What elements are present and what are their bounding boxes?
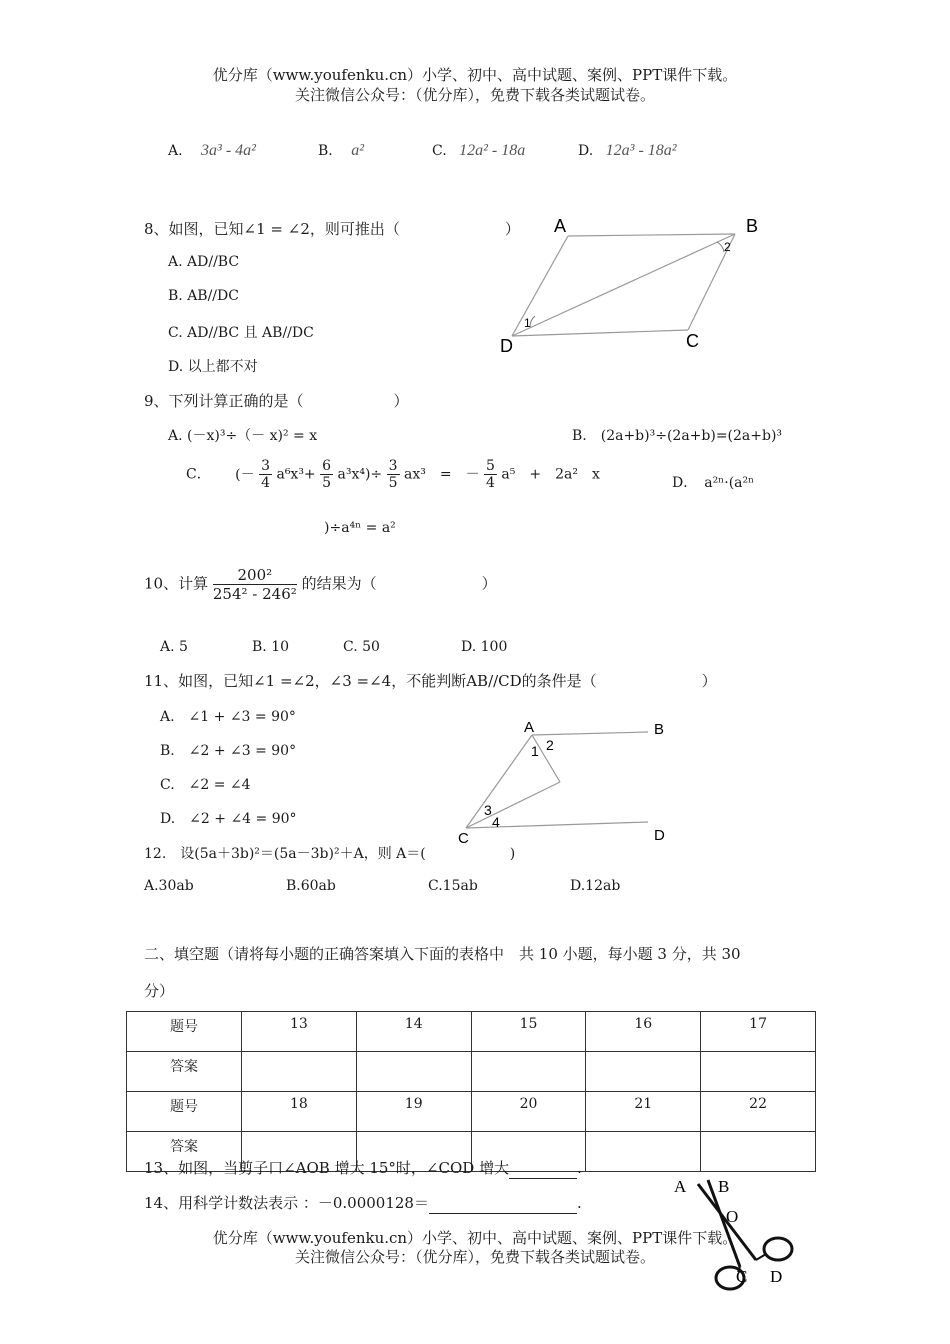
- q9-option-b: B. (2a+b)³÷(2a+b)=(2a+b)³: [572, 428, 783, 444]
- answer-cell[interactable]: [586, 1132, 701, 1172]
- q13: [144, 1157, 582, 1179]
- q9-c-frac3-num: 3: [388, 458, 398, 474]
- q14: [144, 1192, 582, 1214]
- table-cell: 17: [701, 1012, 816, 1052]
- q9-c-frac2-den: 5: [322, 475, 332, 491]
- q10-option-c: C. 50: [343, 639, 380, 655]
- table-cell: 13: [242, 1012, 357, 1052]
- table-row: [127, 1092, 816, 1132]
- table-cell: 题号: [127, 1092, 242, 1132]
- q7-b-expr: a²: [351, 142, 364, 159]
- q7-option-d: [578, 142, 677, 160]
- table-cell: 18: [242, 1092, 357, 1132]
- q7-c-label: C.: [432, 143, 447, 159]
- q8-label-a: A: [554, 216, 567, 236]
- scissors-label-b: B: [718, 1177, 730, 1196]
- q12-option-a: A.30ab: [144, 878, 194, 894]
- scissors-label-d: D: [770, 1267, 783, 1286]
- answer-cell[interactable]: [701, 1052, 816, 1092]
- answer-cell[interactable]: [242, 1052, 357, 1092]
- table-cell: 答案: [127, 1052, 242, 1092]
- header-line-1: 优分库（www.youfenku.cn）小学、初中、高中试题、案例、PPT课件下载。: [212, 66, 738, 84]
- q13-stem: 13、如图，当剪子口∠AOB 增大 15°时，∠COD 增大: [144, 1159, 510, 1177]
- q12-stem: 12. 设(5a＋3b)²＝(5a－3b)²＋A，则 A＝( ): [144, 846, 516, 862]
- q9-c-frac1-den: 4: [261, 475, 271, 491]
- q8-label-b: B: [746, 216, 759, 236]
- q11-option-a: A. ∠1 + ∠3 = 90°: [160, 709, 296, 725]
- q8-line-ad: [512, 236, 568, 336]
- q8-line-db: [512, 234, 735, 336]
- q13-blank[interactable]: [509, 1157, 577, 1179]
- q9-c-frac4-num: 5: [486, 458, 495, 474]
- table-cell: 15: [471, 1012, 586, 1052]
- table-cell: 14: [356, 1012, 471, 1052]
- q11-option-b: B. ∠2 + ∠3 = 90°: [160, 743, 297, 759]
- answer-cell[interactable]: [356, 1052, 471, 1092]
- q9-c-frac3-den: 5: [388, 475, 398, 491]
- q13-end: .: [577, 1159, 582, 1177]
- q9-stem: 9、下列计算正确的是（ ）: [144, 392, 409, 410]
- q10-option-a: A. 5: [160, 639, 188, 655]
- answer-cell[interactable]: [471, 1052, 586, 1092]
- q9-c-part1: (－: [235, 466, 255, 483]
- table-cell: 19: [356, 1092, 471, 1132]
- q9-c-label: C．: [186, 466, 211, 483]
- q11-angle-2: 2: [546, 737, 554, 753]
- q11-label-c: C: [458, 830, 469, 847]
- q11-label-d: D: [654, 827, 665, 844]
- q8-line-dc: [512, 330, 688, 336]
- q10-option-b: B. 10: [252, 639, 290, 655]
- q9-c-frac1: [259, 458, 272, 491]
- scissors-label-a: A: [674, 1177, 687, 1196]
- q11-angle-1: 1: [531, 743, 539, 759]
- q14-blank[interactable]: [429, 1192, 577, 1214]
- table-cell: 16: [586, 1012, 701, 1052]
- q8-option-c: C. AD//BC 且 AB//DC: [168, 325, 314, 341]
- table-cell: 21: [586, 1092, 701, 1132]
- q8-label-d: D: [500, 336, 513, 356]
- q9-c-frac3: [387, 458, 400, 491]
- q9-c-part2: a⁶x³+: [276, 466, 316, 483]
- q11-line-ab: [532, 732, 648, 735]
- q9-c-frac4-den: 4: [486, 475, 495, 491]
- q11-angle-4: 4: [492, 814, 500, 830]
- q14-stem: 14、用科学计数法表示 ：－0.0000128＝: [144, 1194, 429, 1212]
- q8-figure: [490, 210, 780, 360]
- q7-c-expr: 12a² - 18a: [459, 142, 526, 159]
- footer-line-2: 关注微信公众号：（优分库），免费下载各类试题试卷。: [294, 1248, 655, 1266]
- q10-numerator: 200²: [213, 566, 297, 585]
- footer-line-1: 优分库（www.youfenku.cn）小学、初中、高中试题、案例、PPT课件下载。: [212, 1229, 738, 1247]
- q7-a-label: A.: [168, 143, 183, 159]
- table-cell: 答案: [127, 1132, 242, 1172]
- answer-cell[interactable]: [586, 1052, 701, 1092]
- q9-c-part3: a³x⁴)÷: [337, 466, 383, 483]
- q10-stem-pre: 10、计算: [144, 574, 209, 593]
- q8-angle-2: 2: [724, 240, 731, 254]
- q7-option-a: [168, 142, 256, 160]
- q10-denominator: 254² - 246²: [212, 585, 297, 603]
- q11-stem: 11、如图，已知∠1 =∠2，∠3 =∠4，不能判断AB//CD的条件是（ ）: [144, 672, 717, 690]
- q7-option-c: [432, 142, 525, 160]
- section2-title-cont: 分）: [144, 982, 175, 1000]
- scissors-label-o: O: [726, 1207, 739, 1226]
- q11-figure: [450, 714, 680, 849]
- q10-fraction: [213, 566, 297, 603]
- q7-b-label: B.: [318, 143, 333, 159]
- q7-a-expr: 3a³ - 4a²: [201, 142, 256, 159]
- q11-line-mid-c: [466, 782, 560, 828]
- q14-end: .: [576, 1194, 582, 1212]
- q12-option-c: C.15ab: [428, 878, 478, 894]
- q11-angle-3: 3: [484, 802, 492, 818]
- q9-c-part5: a⁵ + 2a² x: [501, 466, 600, 483]
- section2-title: 二、填空题（请将每小题的正确答案填入下面的表格中 共 10 小题，每小题 3 分，共 30: [144, 945, 741, 963]
- q8-label-c: C: [686, 331, 699, 351]
- q11-option-d: D. ∠2 + ∠4 = 90°: [160, 811, 297, 827]
- table-row: [127, 1012, 816, 1052]
- q8-angle-2-arc: [717, 242, 724, 252]
- q8-option-d: D. 以上都不对: [168, 359, 258, 375]
- table-cell: 题号: [127, 1012, 242, 1052]
- q9-c-frac1-num: 3: [261, 458, 271, 474]
- q9-option-a: A. (－x)³÷（－ x)² = x: [168, 428, 318, 444]
- scissors-label-c: C: [736, 1267, 748, 1286]
- answer-cell[interactable]: [701, 1132, 816, 1172]
- q11-option-c: C. ∠2 = ∠4: [160, 777, 251, 793]
- header-line-2: 关注微信公众号：（优分库），免费下载各类试题试卷。: [294, 86, 655, 104]
- table-cell: 22: [701, 1092, 816, 1132]
- q9-c-part4: ax³ = －: [404, 466, 480, 483]
- q8-line-ab: [568, 234, 735, 236]
- q9-option-c: [186, 458, 600, 491]
- table-cell: 20: [471, 1092, 586, 1132]
- q10-stem-post: 的结果为（ ）: [301, 574, 497, 593]
- q10-option-d: D. 100: [461, 639, 508, 655]
- q8-option-b: B. AB//DC: [168, 288, 239, 304]
- q10-stem: [144, 566, 497, 603]
- q11-label-a: A: [524, 719, 535, 736]
- q9-c-frac2: [320, 458, 333, 491]
- q12-option-d: D.12ab: [570, 878, 621, 894]
- q12-option-b: B.60ab: [286, 878, 336, 894]
- q8-angle-1: 1: [524, 316, 531, 330]
- q7-d-expr: 12a³ - 18a²: [605, 142, 677, 159]
- q8-stem: 8、如图，已知∠1 = ∠2，则可推出（ ）: [144, 220, 520, 238]
- q11-label-b: B: [654, 721, 665, 738]
- q7-d-label: D.: [578, 143, 594, 159]
- q9-c-frac2-num: 6: [322, 458, 332, 474]
- q8-option-a: A. AD//BC: [168, 254, 240, 270]
- q9-option-d: D． a²ⁿ·(a²ⁿ: [672, 475, 755, 491]
- q9-option-d-cont: )÷a⁴ⁿ = a²: [324, 520, 396, 536]
- table-row: [127, 1052, 816, 1092]
- answer-table: [126, 1011, 816, 1172]
- q7-option-b: [318, 142, 364, 160]
- q9-c-frac4: [484, 458, 497, 491]
